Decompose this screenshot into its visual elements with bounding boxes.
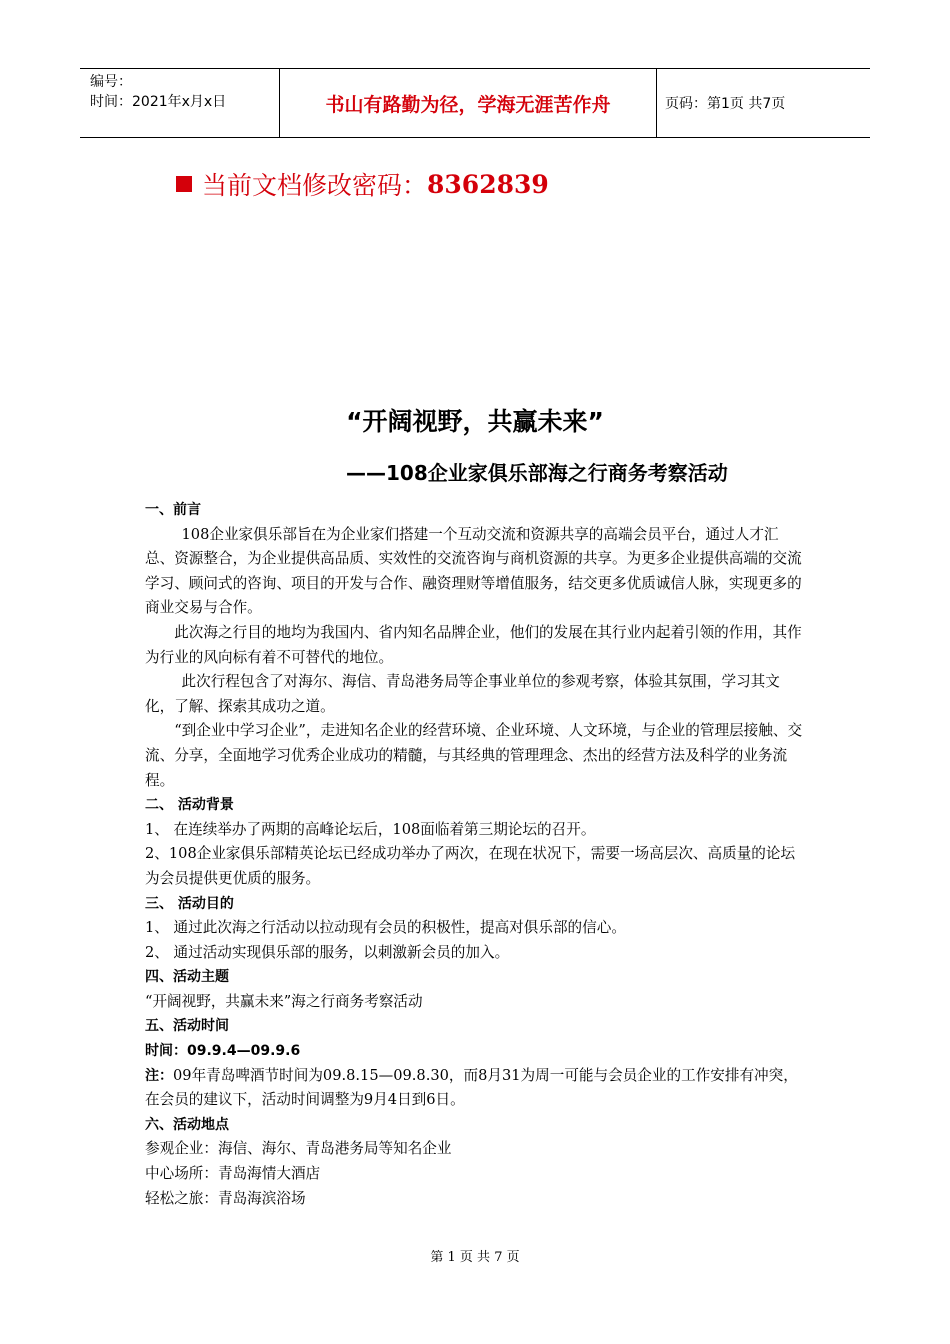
section-heading: 二、 活动背景: [145, 797, 234, 814]
header-motto-cell: [280, 69, 657, 137]
note-text: 09年青岛啤酒节时间为09.8.15—09.8.30，而8月31为周一可能与会员企业的工作安排有冲突，在会员的建议下，活动时间调整为9月4日到6日。: [145, 1066, 798, 1109]
location-line: 中心场所：青岛海情大酒店: [145, 1165, 321, 1183]
paragraph: “到企业中学习企业”，走进知名企业的经营环境、企业环境、人文环境，与企业的管理层接触、交流、分享，全面地学习优秀企业成功的精髓，与其经典的管理理念、杰出的经营方法及科学的业务流程。: [145, 722, 803, 789]
header-page-info: 页码：第1页 共7页: [665, 96, 786, 112]
section-heading: 四、活动主题: [145, 969, 229, 986]
page-footer: 第 1 页 共 7 页: [430, 1250, 520, 1265]
password-code: 8362839: [427, 169, 549, 199]
square-bullet-icon: [176, 176, 192, 192]
header-motto: 书山有路勤为径，学海无涯苦作舟: [325, 93, 611, 116]
document-header: [80, 68, 870, 138]
date-line: 时间：2021年x月x日: [90, 94, 227, 110]
list-item: 1、 通过此次海之行活动以拉动现有会员的积极性，提高对俱乐部的信心。: [145, 919, 626, 937]
note-label: 注：: [145, 1067, 173, 1084]
document-title: “开阔视野，共赢未来”: [346, 407, 604, 436]
paragraph: 108企业家俱乐部旨在为企业家们搭建一个互动交流和资源共享的高端会员平台，通过人才汇总、资源整合，为企业提供高品质、实效性的交流咨询与商机资源的共享。为更多企业提供高端的交流学习、顾问式的咨询、项目的开发与合作、融资理财等增值服务，结交更多优质诚信人脉，实现更多的商业交易与合作。: [145, 525, 802, 617]
section-heading: 一、前言: [145, 502, 201, 518]
header-meta: [80, 69, 280, 137]
list-item: 2、 通过活动实现俱乐部的服务，以刺激新会员的加入。: [145, 943, 510, 961]
location-line: 轻松之旅：青岛海滨浴场: [145, 1189, 306, 1207]
document-body: [145, 498, 807, 1211]
list-item: 1、 在连续举办了两期的高峰论坛后，108面临着第三期论坛的召开。: [145, 820, 596, 838]
document-subtitle: ——108企业家俱乐部海之行商务考察活动: [346, 461, 728, 485]
password-label: 当前文档修改密码：: [202, 171, 428, 200]
number-label: 编号：: [90, 74, 132, 90]
section-heading: 六、活动地点: [145, 1116, 229, 1133]
section-heading: 三、 活动目的: [145, 895, 234, 912]
theme-text: “开阔视野，共赢未来”海之行商务考察活动: [145, 992, 423, 1010]
paragraph: 此次海之行目的地均为我国内、省内知名品牌企业，他们的发展在其行业内起着引领的作用，其作为行业的风向标有着不可替代的地位。: [145, 623, 802, 666]
section-heading: 五、活动时间: [145, 1018, 229, 1035]
list-item: 2、108企业家俱乐部精英论坛已经成功举办了两次，在现在状况下，需要一场高层次、高质量的论坛为会员提供更优质的服务。: [145, 845, 796, 887]
time-line: 时间：09.9.4—09.9.6: [145, 1043, 301, 1060]
note-paragraph: [145, 1064, 807, 1113]
password-line: [176, 166, 549, 202]
paragraph: 此次行程包含了对海尔、海信、青岛港务局等企事业单位的参观考察，体验其氛围，学习其文化，了解、探索其成功之道。: [145, 673, 780, 715]
location-line: 参观企业：海信、海尔、青岛港务局等知名企业: [145, 1140, 452, 1158]
